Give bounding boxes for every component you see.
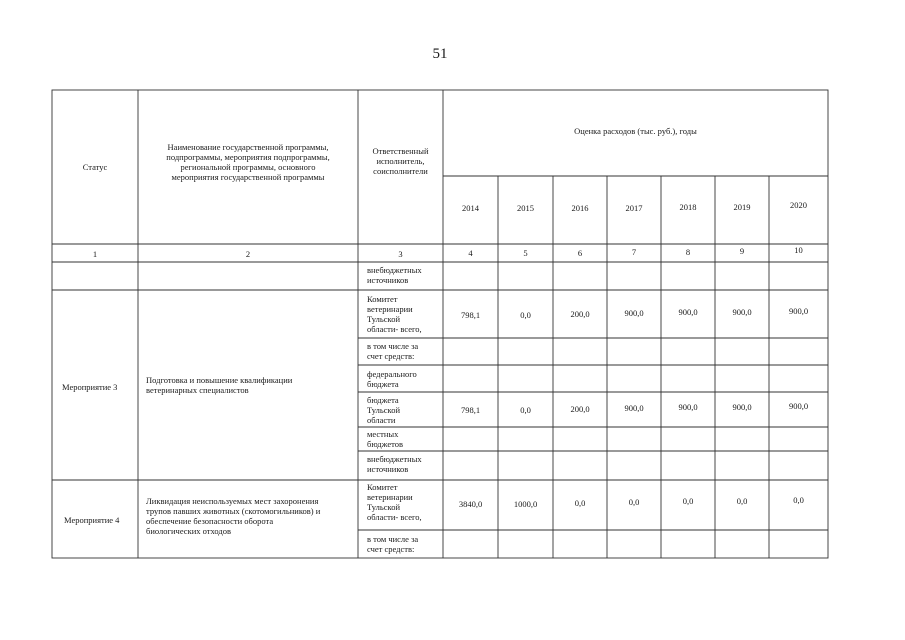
value-cell: 1000,0 [513, 499, 538, 509]
page-number: 51 [432, 46, 448, 62]
header-year: 2020 [790, 200, 807, 210]
value-cell: 900,0 [624, 308, 644, 318]
header-program-name [142, 142, 354, 182]
value-cell: 3840,0 [458, 499, 483, 509]
value-cell: 200,0 [570, 309, 590, 319]
header-name-line: подпрограммы, мероприятия подпрограммы, [166, 152, 330, 162]
header-year: 2018 [679, 202, 697, 212]
source-cell: местных бюджетов [367, 429, 403, 449]
header-year: 2017 [625, 203, 643, 213]
value-cell: 0,0 [628, 497, 640, 507]
column-number: 10 [794, 245, 803, 255]
source-cell: Комитет ветеринарии Тульской области- всего, [367, 294, 422, 334]
value-cell: 900,0 [788, 401, 809, 411]
column-number: 9 [739, 246, 745, 256]
value-cell: 900,0 [624, 403, 644, 413]
value-cell: 0,0 [682, 496, 694, 506]
header-status: Статус [82, 162, 108, 172]
column-number: 5 [523, 248, 528, 258]
value-cell: 0,0 [520, 310, 531, 320]
header-executor-line: исполнитель, [376, 156, 425, 166]
header-executor-line: Ответственный [372, 146, 429, 156]
value-cell: 900,0 [788, 306, 809, 316]
column-number: 7 [631, 247, 637, 257]
header-costs: Оценка расходов (тыс. руб.), годы [574, 126, 697, 136]
value-cell: 798,1 [460, 405, 481, 415]
header-name-line: региональной программы, основного [180, 162, 316, 172]
value-cell: 0,0 [520, 405, 531, 415]
activity4-status: Мероприятие 4 [64, 515, 120, 525]
value-cell: 798,1 [460, 310, 481, 320]
activity4-name: Ликвидация неиспользуемых мест захоронения трупов павших животных (скотомогильников) и обеспечение безопасности оборота биологических отходов [146, 496, 321, 536]
column-number: 1 [92, 249, 98, 259]
header-executor [358, 146, 443, 176]
source-cell: Комитет ветеринарии Тульской области- всего, [367, 482, 422, 522]
value-cell: 900,0 [732, 402, 752, 412]
header-name-line: мероприятия государственной программы [171, 172, 325, 182]
value-cell: 900,0 [732, 307, 752, 317]
value-cell: 0,0 [574, 498, 586, 508]
header-year: 2019 [733, 202, 751, 212]
value-cell: 900,0 [678, 307, 698, 317]
header-name-line: Наименование государственной программы, [167, 142, 329, 152]
header-executor-line: соисполнители [373, 166, 428, 176]
source-cell: бюджета Тульской области [367, 395, 401, 425]
source-cell: федерального бюджета [367, 369, 417, 389]
source-cell: внебюджетных источников [367, 265, 422, 285]
header-year: 2014 [462, 203, 479, 213]
activity3-status: Мероприятие 3 [62, 382, 118, 392]
column-number: 2 [245, 249, 251, 259]
value-cell: 0,0 [793, 495, 804, 505]
header-year: 2015 [517, 203, 534, 213]
activity3-name: Подготовка и повышение квалификации ветеринарных специалистов [146, 375, 293, 395]
source-cell: в том числе за счет средств: [367, 341, 419, 361]
value-cell: 900,0 [678, 402, 698, 412]
header-year: 2016 [571, 203, 589, 213]
column-number: 8 [685, 247, 691, 257]
column-number: 3 [398, 249, 403, 259]
source-cell: внебюджетных источников [367, 454, 422, 474]
value-cell: 0,0 [736, 496, 748, 506]
source-cell: в том числе за счет средств: [367, 534, 419, 554]
column-number: 6 [577, 248, 583, 258]
column-number: 4 [468, 248, 473, 258]
value-cell: 200,0 [570, 404, 590, 414]
